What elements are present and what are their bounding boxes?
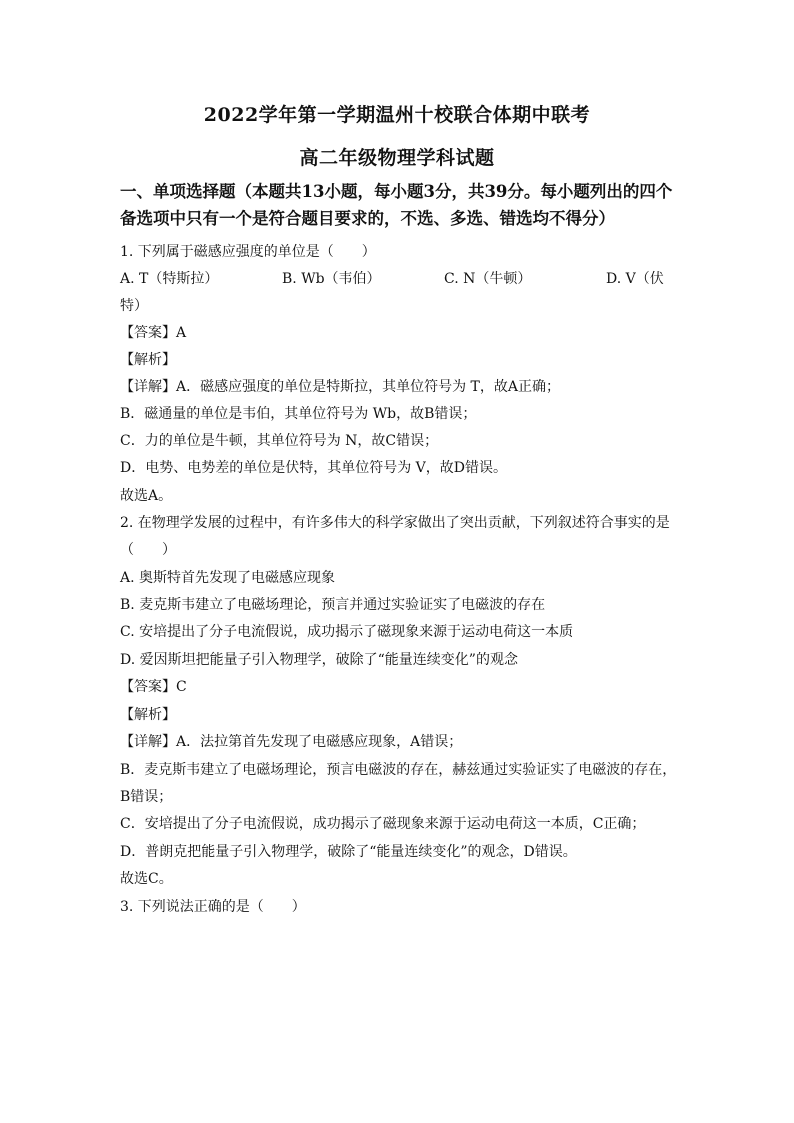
q2-detail-1: 【详解】A．法拉第首先发现了电磁感应现象，A错误；	[120, 734, 463, 750]
q1-detail-3: C．力的单位是牛顿，其单位符号为 N，故C错误；	[120, 433, 439, 449]
q1-option-c: C. N（牛顿）	[444, 271, 532, 287]
q2-option-a: A. 奥斯特首先发现了电磁感应现象	[120, 570, 336, 586]
q1-option-b: B. Wb（韦伯）	[282, 271, 381, 287]
q2-detail-3: C．安培提出了分子电流假说，成功揭示了磁现象来源于运动电荷这一本质，C正确；	[120, 816, 646, 832]
q2-option-b: B. 麦克斯韦建立了电磁场理论，预言并通过实验证实了电磁波的存在	[120, 597, 546, 613]
q2-stem-cont: （ ）	[120, 542, 176, 558]
q1-analysis-label: 【解析】	[120, 352, 176, 368]
q2-analysis-label: 【解析】	[120, 707, 176, 723]
q3-stem: 3. 下列说法正确的是（ ）	[120, 899, 306, 915]
q1-stem: 1. 下列属于磁感应强度的单位是（ ）	[120, 244, 376, 260]
q2-option-c: C. 安培提出了分子电流假说，成功揭示了磁现象来源于运动电荷这一本质	[120, 624, 574, 640]
q2-detail-4: D．普朗克把能量子引入物理学，破除了“能量连续变化”的观念，D错误。	[120, 844, 577, 860]
q1-conclusion: 故选A。	[120, 488, 173, 504]
q1-answer: 【答案】A	[120, 325, 187, 341]
q2-answer: 【答案】C	[120, 679, 187, 695]
q2-detail-2: B．麦克斯韦建立了电磁场理论，预言电磁波的存在，赫兹通过实验证实了电磁波的存在，	[120, 762, 677, 778]
q1-option-d: D. V（伏	[606, 271, 664, 287]
q1-option-a: A. T（特斯拉）	[120, 271, 219, 287]
section-heading-line2: 备选项中只有一个是符合题目要求的，不选、多选、错选均不得分）	[120, 209, 615, 228]
q2-detail-2-cont: B错误；	[120, 789, 173, 805]
q2-conclusion: 故选C。	[120, 871, 173, 887]
q2-stem: 2. 在物理学发展的过程中，有许多伟大的科学家做出了突出贡献，下列叙述符合事实的是	[120, 515, 670, 531]
q1-detail-4: D．电势、电势差的单位是伏特，其单位符号为 V，故D错误。	[120, 460, 508, 476]
section-heading-line1: 一、单项选择题（本题共13小题，每小题3分，共39分。每小题列出的四个	[120, 182, 673, 201]
q1-detail-1: 【详解】A．磁感应强度的单位是特斯拉，其单位符号为 T，故A正确；	[120, 379, 561, 395]
q1-detail-2: B．磁通量的单位是韦伯，其单位符号为 Wb，故B错误；	[120, 406, 477, 422]
q2-option-d: D. 爱因斯坦把能量子引入物理学，破除了“能量连续变化”的观念	[120, 652, 518, 668]
exam-title: 2022学年第一学期温州十校联合体期中联考	[203, 104, 591, 126]
q1-option-d-cont: 特）	[120, 298, 148, 314]
exam-subtitle: 高二年级物理学科试题	[299, 147, 495, 169]
